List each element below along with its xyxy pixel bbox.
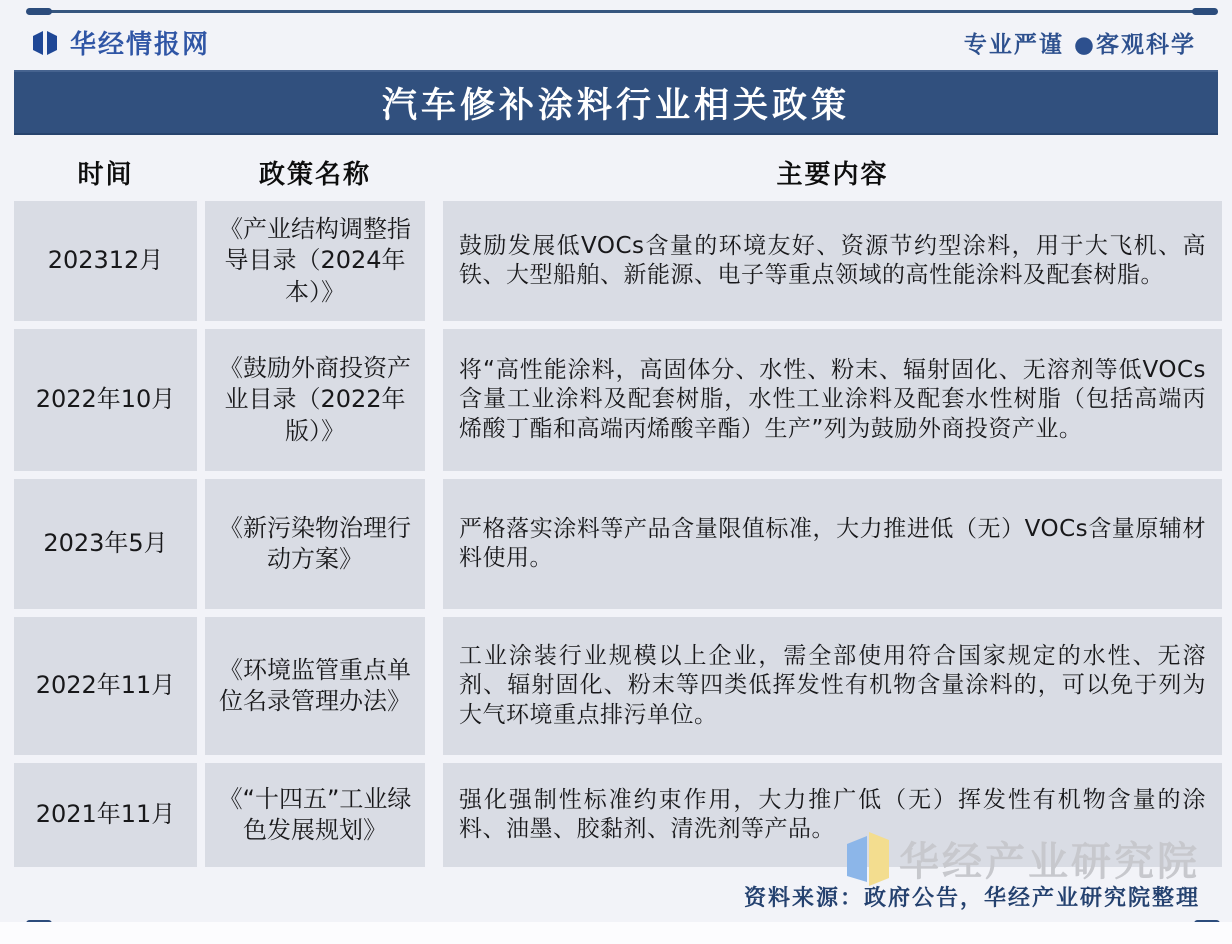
title-bar: [14, 70, 1218, 135]
cell-time: 2022年11月: [14, 617, 197, 755]
source-note: 资料来源：政府公告，华经产业研究院整理: [743, 886, 1200, 911]
divider-cap-left: [26, 8, 52, 15]
watermark-text: 华经产业研究院: [899, 839, 1200, 885]
table-row: [14, 617, 1222, 755]
divider-line: [28, 10, 1216, 13]
open-book-watermark-icon: [845, 830, 891, 886]
cell-time: 202312月: [14, 201, 197, 321]
table-row: [14, 329, 1222, 471]
cell-policy-name: 《环境监管重点单位名录管理办法》: [205, 617, 425, 755]
cell-main-content: 将“高性能涂料，高固体分、水性、粉末、辐射固化、无溶剂等低VOCs含量工业涂料及配套树脂，水性工业涂料及配套水性树脂（包括高端丙烯酸丁酯和高端丙烯酸辛酯）生产”列为鼓励外商投资产业。: [443, 329, 1222, 471]
header-main-content: 主要内容: [776, 160, 889, 190]
policy-table: [14, 149, 1222, 867]
header-time: 时间: [77, 160, 134, 190]
cell-main-content: 强化强制性标准约束作用，大力推广低（无）挥发性有机物含量的涂料、油墨、胶黏剂、清洗剂等产品。: [443, 763, 1222, 867]
cell-time: 2023年5月: [14, 479, 197, 609]
cell-main-content: 鼓励发展低VOCs含量的环境友好、资源节约型涂料，用于大飞机、高铁、大型船舶、新能源、电子等重点领域的高性能涂料及配套树脂。: [443, 201, 1222, 321]
cell-time: 2022年10月: [14, 329, 197, 471]
cell-policy-name: 《产业结构调整指导目录（2024年本）》: [205, 201, 425, 321]
header-policy-name: 政策名称: [258, 160, 371, 190]
page-bottom-strip: [0, 922, 1232, 944]
table-header-row: [14, 149, 1222, 196]
open-book-logo-icon: [30, 28, 60, 58]
brand-name: 华经情报网: [70, 30, 211, 60]
brand-tagline: 专业严谨 ●客观科学: [963, 32, 1196, 58]
cell-main-content: 工业涂装行业规模以上企业，需全部使用符合国家规定的水性、无溶剂、辐射固化、粉末等四类低挥发性有机物含量涂料的，可以免于列为大气环境重点排污单位。: [443, 617, 1222, 755]
top-divider: [28, 7, 1216, 16]
table-row: [14, 201, 1222, 321]
table-body: [14, 201, 1222, 867]
cell-policy-name: 《“十四五”工业绿色发展规划》: [205, 763, 425, 867]
cell-policy-name: 《新污染物治理行动方案》: [205, 479, 425, 609]
divider-cap-right: [1192, 8, 1218, 15]
watermark: [845, 830, 1200, 886]
masthead: [0, 16, 1232, 68]
cell-time: 2021年11月: [14, 763, 197, 867]
cell-main-content: 严格落实涂料等产品含量限值标准，大力推进低（无）VOCs含量原辅材料使用。: [443, 479, 1222, 609]
page-title: 汽车修补涂料行业相关政策: [381, 85, 850, 126]
brand-logo: [30, 24, 210, 61]
table-row: [14, 479, 1222, 609]
cell-policy-name: 《鼓励外商投资产业目录（2022年版）》: [205, 329, 425, 471]
